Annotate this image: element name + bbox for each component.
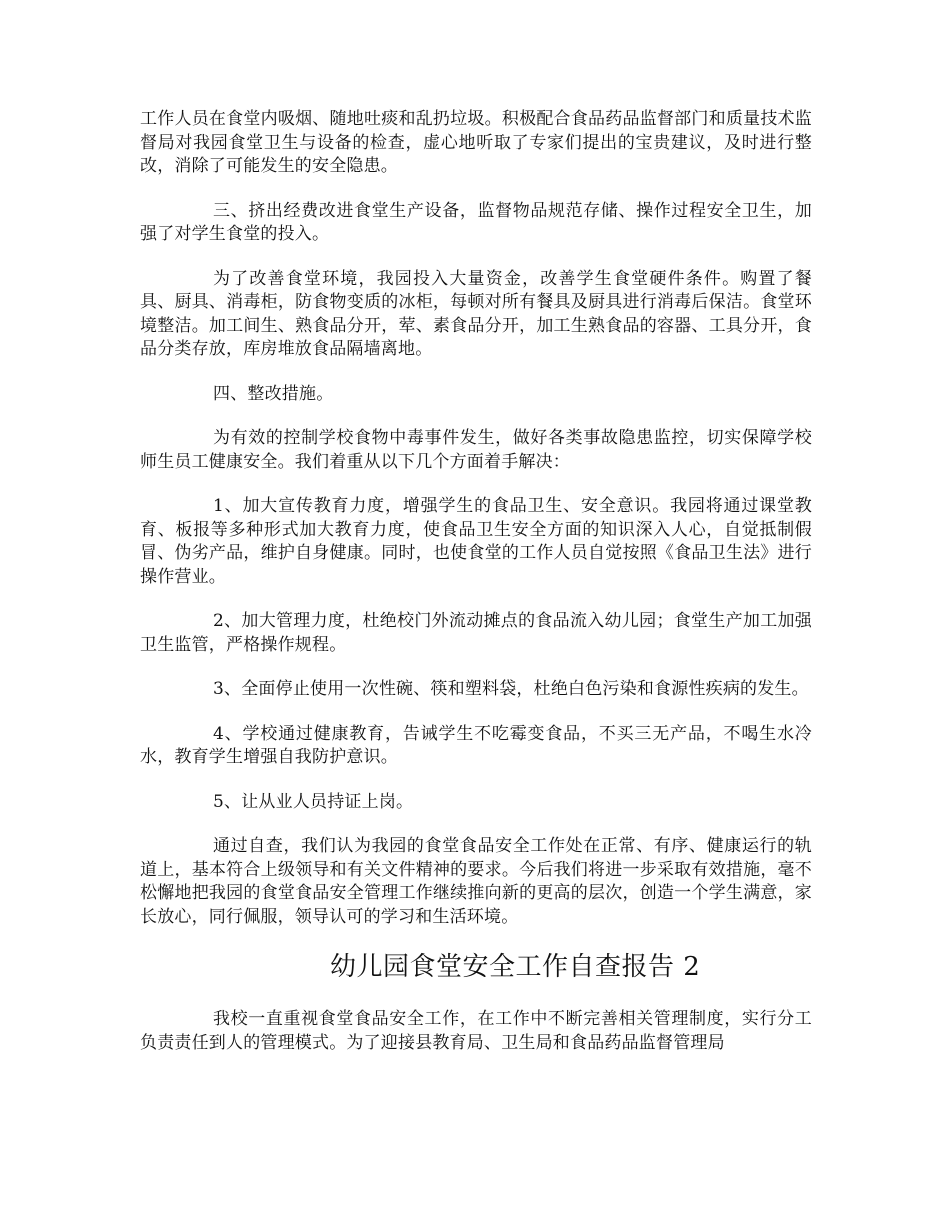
paragraph-measure-1: 1、加大宣传教育力度，增强学生的食品卫生、安全意识。我园将通过课堂教育、板报等多种形式加大教育力度，使食品卫生安全方面的知识深入人心，自觉抵制假冒、伪劣产品，维护自身健康。同时，也使食堂的工作人员自觉按照《食品卫生法》进行操作营业。: [140, 496, 812, 587]
paragraph-canteen-investment: 为了改善食堂环境，我园投入大量资金，改善学生食堂硬件条件。购置了餐具、厨具、消毒柜，防食物变质的冰柜，每顿对所有餐具及厨具进行消毒后保洁。食堂环境整洁。加工间生、熟食品分开，荤、素食品分开，加工生熟食品的容器、工具分开，食品分类存放，库房堆放食品隔墙离地。: [140, 268, 812, 359]
paragraph-measure-5: 5、让从业人员持证上岗。: [213, 791, 414, 812]
paragraph-section-three: 三、挤出经费改进食堂生产设备，监督物品规范存储、操作过程安全卫生，加强了对学生食堂的投入。: [140, 200, 812, 244]
paragraph-report-2-intro: 我校一直重视食堂食品安全工作，在工作中不断完善相关管理制度，实行分工负责责任到人的管理模式。为了迎接县教育局、卫生局和食品药品监督管理局: [140, 1009, 812, 1053]
document-page: [140, 108, 812, 1076]
paragraph-measure-3: 3、全面停止使用一次性碗、筷和塑料袋，杜绝白色污染和食源性疾病的发生。: [213, 679, 809, 699]
paragraph-section-four: 四、整改措施。: [213, 383, 334, 404]
paragraph-continuation: 工作人员在食堂内吸烟、随地吐痰和乱扔垃圾。积极配合食品药品监督部门和质量技术监督局对我园食堂卫生与设备的检查，虚心地听取了专家们提出的宝贵建议，及时进行整改，消除了可能发生的安全隐患。: [140, 109, 812, 176]
paragraph-measure-2: 2、加大管理力度，杜绝校门外流动摊点的食品流入幼儿园；食堂生产加工加强卫生监管，严格操作规程。: [140, 611, 812, 655]
paragraph-conclusion: 通过自查，我们认为我园的食堂食品安全工作处在正常、有序、健康运行的轨道上，基本符合上级领导和有关文件精神的要求。今后我们将进一步采取有效措施，毫不松懈地把我园的食堂食品安全管理工作继续推向新的更高的层次，创造一个学生满意，家长放心，同行佩服，领导认可的学习和生活环境。: [140, 836, 812, 927]
paragraph-measures-intro: 为有效的控制学校食物中毒事件发生，做好各类事故隐患监控，切实保障学校师生员工健康安全。我们着重从以下几个方面着手解决：: [140, 428, 812, 472]
paragraph-measure-4: 4、学校通过健康教育，告诫学生不吃霉变食品，不买三无产品，不喝生水冷水，教育学生增强自我防护意识。: [140, 723, 812, 767]
report-heading: 幼儿园食堂安全工作自查报告 2: [330, 952, 701, 982]
